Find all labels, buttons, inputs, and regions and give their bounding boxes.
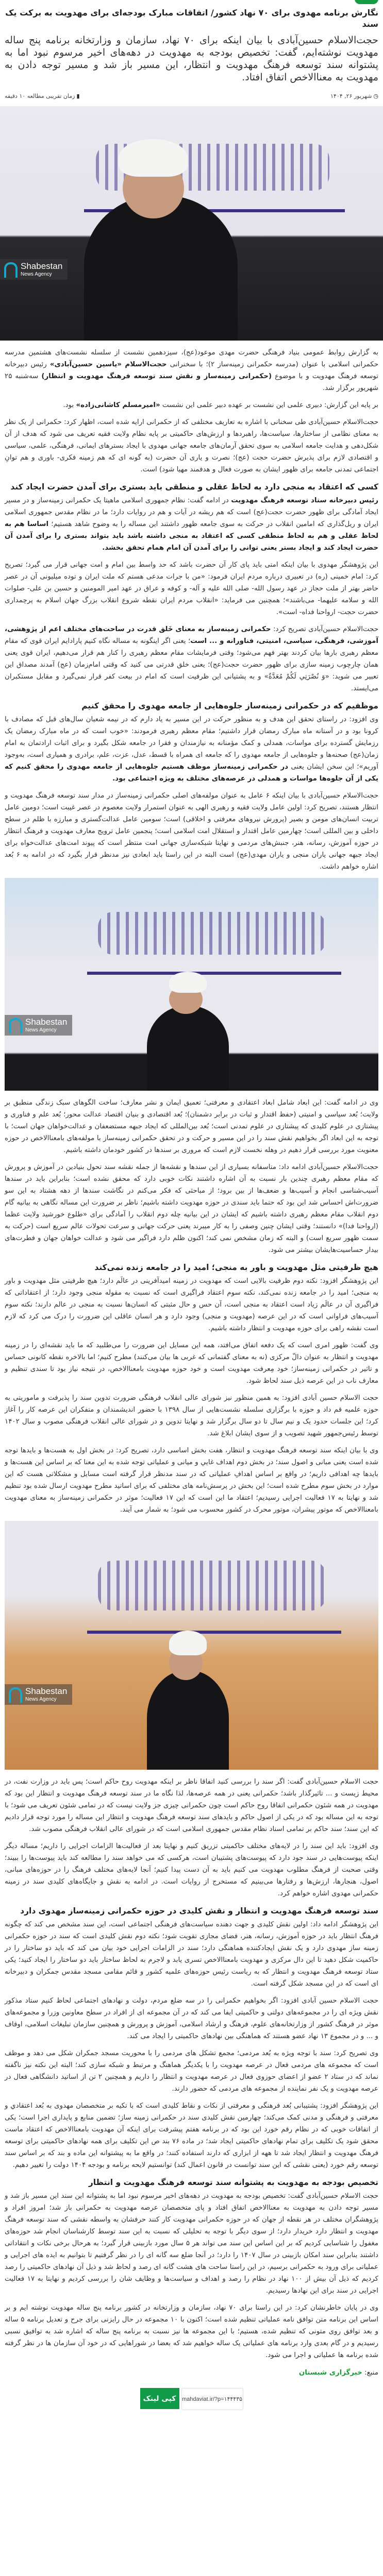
- text: رئیس دبیرخانه توسعه فرهنگ مهدویت و با موضوع: [5, 361, 378, 380]
- paragraph: [5, 2302, 378, 2361]
- section-heading: کسی که اعتقاد به منجی دارد به لحاظ عقلی و منطقی باید بستری برای آمدن حضرت ایجاد کند: [10, 482, 378, 492]
- hero-image: [0, 106, 383, 341]
- shabestan-logo-icon: [9, 1018, 22, 1033]
- bold-text: حجت‌الاسلام «یاسین حسین‌آبادی»: [49, 361, 167, 368]
- shabestan-logo-icon: [9, 1687, 22, 1703]
- text: وی گفت: ظهور امری است که یک دفعه اتفاق می‌افتد، همه این مسایل این ضرورت را می‌طلبید که ما باید نقشه‌ای را در زمینه مهدویت و انتظار به عنوان دالّ مرکزی (نه به معنای گفتمانی که غربی ها بیان می‌کنند) مطرح کنیم؛ اما بالاخره نقطه کانونی حساس و تاثیر در حکمرانی زمینه‌ساز؛ خود مِعرفت مهدویت است و خود حوزه مهدویت بامعناالاخص، در نتیجه نیاز بود تا سندی تنظیم و معارف ناب در این عرصه ذیل سند لحاظ شود.: [5, 1342, 378, 1385]
- section-heading: تخصیص بودجه به مهدویت به پشتوانه سند توسعه فرهنگ مهدویت و انتظار: [88, 2178, 378, 2187]
- paragraph: [5, 790, 378, 873]
- shabestan-logo-icon: [4, 262, 18, 278]
- text: حجت‌الاسلام حسین‌آبادی ادامه داد: متاسفانه بسیاری از این سندها و نقشه‌ها از جمله نقشه سند تحول بنیادین در آموزش و پرورش که مقام معظم رهبری چندین بار نسبت به آن اشاره داشتند نکات خوبی دارد که محقق نشده است؛ بنابراین باید در سندها آسیب‌شناسی انجام و آسیب‌ها و ضعف‌ها از بین برود؛ از مباحثی که فکر می‌کنم در نگاشت سندها از دهه هشتاد به این سو ضرورت‌اش احساس شد این بود که حتما باید سندی در حوزه مهدویت داشته باشیم؛ ناظر بر ضرورت این مساله نگاهی به بیانیه گام دوم انقلاب مقام معظم رهبری داشته باشیم که ایشان در این بیانیه چله دوم انقلاب را آمادگی برای «طلوع خورشید ولایت عظما (ارواحنا فدا)» دانستند؛ وقتی ایشان چنین وصفی را به کار میبرند یعنی حرکت جهانی و سرعت تحولات عالم سریع است (حرکت به سمت ظهور سریع است) و البته که زمان مشخص نمی کند؛ اکنون ظلم دارد فراگیر می شود و عدالت خواهان جهان و فطرت‌های بیدار حساسیت‌هایشان بیشتر می شود.: [5, 1163, 378, 1254]
- text: وی افزود: در راستای تحقق این هدف و به منظور حرکت در این مسیر به یاد دارم که در نیمه شعبان سال‌های قبل که مصادف با کرونا بود و در آستانه ماه مبارک رمضان قرار داشتیم؛ مقام معظم رهبری فرمودند: «خوب است که در ماه مبارک رمضان یک رزمایش گسترده برای مواسات، همدلی و کمک مؤمنانه به نیازمندان و فقرا در جامعه شکل بگیرد و برای اثبات ارادتمان به امام زمان(عج) صحنه‌ها و جلوه‌هایی از جامعه مهدوی را که جامعه ای همراه با قسط، عدل، عزت، علم، برادری و همیاری است، به‌وجود آوریم»؛ این سخن ایشان یعنی: [5, 716, 378, 771]
- paragraph: [5, 1445, 378, 1516]
- bookmark-icon: ▮: [76, 92, 80, 99]
- paragraph: [5, 1097, 378, 1156]
- bold-text: (حکمرانی زمینه‌ساز و نقش سند توسعه فرهنگ مهدویت و انتظار): [41, 372, 272, 380]
- text: وی در ادامه گفت: این ابعاد شامل ابعاد اعتقادی و معرفتی؛ تعمیق ایمان و نشر معارف؛ ساخت الگوهای سبک زندگی منطبق بر ولایت؛ بُعد سیاسی و امنیتی (حفظ اقتدار و ثبات در برابر دشمنان)؛ بُعد اقتصادی و بنیان اقتصاد عدالت محور؛ بُعد علم و فناوری و پیشتازی در علوم کلیدی که پیشتازی در علوم تمدنی است؛ بُعد بین‌المللی که ایجاد جبهه مستضعفان و عدالت‌خواهان جهان است؛ با توجه به این ابعاد اگر بخواهیم نقش سند را در این مسیر و حرکت و در تحقق حکمرانی زمینه‌ساز با مولفه‌های بامعناالاخص در حوزه معنویت مورد بررسی قرار دهیم در وهله نخست لازم است که مروری بر سندها در کشور خودمان داشته باشیم.: [5, 1099, 378, 1154]
- article-photo: [0, 106, 383, 341]
- section-heading: هیچ ظرفیتی مثل مهدویت و باور به منجی؛ امید را در جامعه زنده نمی‌کند: [94, 1263, 378, 1272]
- speaker-turban: [169, 1631, 207, 1655]
- article-title: نگارش برنامه مهدوی برای ۷۰ نهاد کشور/ اتفاقات مبارک بودجه‌ای برای مهدویت به برکت یک سند: [5, 8, 378, 29]
- article-image: [5, 1521, 378, 1770]
- speaker-turban: [169, 972, 207, 993]
- article-lead: حجت‌الاسلام حسین‌آبادی با بیان اینکه برای ۷۰ نهاد، سازمان و وزارتخانه برنامه پنج ساله مهدویت نوشته‌ایم، گفت: تخصیص بودجه به مهدویت در دهه‌های اخیر مرسوم نبود اما به پشتوانه سند توسعه فرهنگ مهدویت و انتظار، این مسیر باز شد و مسیر توجه دادن به مهدویت به معناالاخص اتفاق افتاد.: [5, 35, 378, 83]
- text: حجت‌الاسلام حسین‌آبادی طی سخنانی با اشاره به تعاریف مختلفی که از حکمرانی ارایه شده است، اظهار کرد: حکمرانی از یک نظر به معنای نظامی از ساختارها، سیاست‌ها، راهبردها و ارزش‌های حاکمیتی بر پایه نظام ولایت فقیه تعریف می شود که هدف از آن شکل‌دهی و هدایت جامعه اسلامی به سوی تحقق آرمان‌های جامعه جهانی مهدوی با ایجاد بسترهای ایمانی، فرهنگی، علمی، سیاسی و اقتصادی لازم برای پذیرش حضرت حجت (عج)؛ نصرت و یاری آن حضرت (به گونه ای که هم زمینه فکری- باوری و هم توانِ اجتماعی تمدنی جامعه برای ظهور ایشان به صورت فعال و هدفمند مهیا شود) است.: [5, 418, 378, 473]
- text: حجت‌الاسلام حسین‌آبادی با بیان اینکه ۶ عامل به عنوان مولفه‌های اصلی حکمرانی زمینه‌ساز در مدار سند توسعه فرهنگ مهدویت و انتظار هستند، تصریح کرد: اولین عامل ولایت فقیه و رهبری الهی به عنوان استمرار ولایت معصوم در عصر غیبت است؛ دومین عامل تربیت انسان‌های مومن و بصیر (پرورش نیروهای معرفتی و اخلاقی) است؛ سومین عامل عدالت‌گستری و مبارزه با ظلم در سطح داخلی و بین المللی است؛ چهارمین عامل اقتدار و استقلال امت اسلامی است؛ پنجمین عامل ترویج معارف مهدویت و فرهنگ انتظار در حوزه آموزش، رسانه، هنر، جنبش‌های مردمی و نهایتا شبکه‌سازی جهانی امت منتظر است که پیوند امت‌های عدالت‌خواه برای ایجاد جبهه جهانی یاران منجی و یاران مهدی(عج) است البته در این راستا باید ابعادی نیز مدنظر قرار بگیرد که در ادامه به ۶ بُعد اشاره خواهم داشت.: [5, 792, 378, 871]
- publish-date: [330, 93, 378, 99]
- shabestan-watermark: Shabestan News Agency: [0, 259, 68, 280]
- text: بود.: [63, 401, 76, 409]
- paragraph: [5, 1919, 378, 1990]
- reading-time-text: زمان تقریبی مطالعه ۱۰ دقیقه: [5, 92, 75, 99]
- paragraph: [5, 1840, 378, 1900]
- paragraph: [5, 1161, 378, 1256]
- text: وی تصریح کرد: سند با توجه ویژه به بُعد مردمی؛ مجمع تشکل های مردمی را با محوریت مسجد جمکران شکل می دهد و موظف است که مجموعه های مردمی فعال در عرصه مهدویت را با یکدیگر هماهنگ و مرتبط و شبکه سازی کند؛ البته این نکته نیز ناگفته نماند که در ستاد ۲ عضو از اعضای حوزوی فعال در عرصه مهدویت و انتظار را داریم و همچنین ۲ تن از اساتید دانشگاهی فعال در عرصه مهدویت و یک نفر نماینده از مجموعه های مردمی که حضور دارند.: [5, 2049, 378, 2093]
- bold-text: اساسا هم به لحاظ عقلی و هم به لحاظ منطقی کسی که اعتقاد به منجی داشته باشد باید بتواند بستری را برای آمدن آن حضرت ایجاد کند و ایجاد بستر یعنی توانی را برای آمدن آن امام همام تحقق بخشد.: [5, 520, 378, 552]
- paragraph: [5, 2100, 378, 2171]
- section-heading: سند توسعه فرهنگ مهدویت و انتظار و نقش کلیدی در حوزه حکمرانی زمینه‌ساز مهدوی دارد: [20, 1906, 378, 1916]
- category-badge[interactable]: [355, 0, 378, 4]
- speaker-turban: [119, 139, 188, 177]
- text: این پژوهشگر افزود: پشتیبانی بُعد فرهنگی و معرفتی از نکات و نقاط کلیدی است که با تکیه بر متخصصان مهدوی به بُعد اعتقادي و معرفتی و فرهنگی و مدنی کمک می‌کند؛ چهارمین نقش کلیدی سند در حکمرانی زمینه ساز؛ تضمین منابع و پایداری اجرا است؛ یکی از اتفاقات خوبی که در نظام رقم خورد این بود که در برنامه هفتم پیشرفت برای اینکه آن مهدویت بامعناالاخص که اعتقاد ماست محقق شود یک تکلیف برای تمام نهادهای حاکمیتی ایجاد شد؛ در ماده ۷۶ بند ص این تکلیف برای همه نهادهای حاکمیتی برای توسعه فرهنگ مهدویت و انتظار ایجاد شد تا ههه از ابزاری که دارند استفاده کنند؛ در واقع ما به پیشتوانه این ماده و بند که بر اساس سند توسعه رقم خورد (یعنی نقشی که این سند توانست در قانون اعمال کند) توانستیم لایحه برنامه و بودجه ۱۴۰۴ دولت را تغییر دهیم.: [5, 2102, 378, 2169]
- article-image: [5, 878, 378, 1091]
- source-line: [5, 2367, 378, 2379]
- bold-text: «امیرمسلم کاشانی‌زاده»: [76, 401, 160, 409]
- paragraph: [5, 2047, 378, 2095]
- paragraph: [5, 347, 378, 394]
- text: بر پایه این گزارش: دبیری علمی این نشست بر عهده دبیر علمی این نشست: [160, 401, 378, 409]
- article-body: [5, 347, 378, 2361]
- text: حجت الاسلام حسین‌آبادی گفت: تخصیص بودجه به مهدویت در دهه‌های اخیر مرسوم نبود اما به پشتوانه این سند این مسیر باز شد و مسیر توجه دادن به مهدویت به معناالاخص اتفاق افتاد و پای متخصصان عرصه مهدویت به حکمرانی باز شد؛ امروز افراد و پژوهشگران مختلف در هر نقطه از جهان که در حوزه حکمرانی مهدویت کار کنند حرفشان به واسطه نقشی که سند توسعه فرهنگ مهدویت و انتظار دارد خریدار دارد؛ از سوی دیگر با توجه به تحلیلی که نسبت به این سند توسط کارشناسان انجام شد حوزه‌های مغفول را شناسایی کردیم که بر این اساس این سند می تواند هر ۵ سال مورد بازبینی قرار گیرد؛ به هرحال برخی نکات و انتقاداتی داشتند بنابراین سند امکان بازبینی در سال ۱۴۰۷ را دارد؛ در آنجا ضلع سه گانه ای را در نظر گرفتیم تا بتوانیم به ایده های اجرایی و عملیاتی برای ورود به حکمرانی برسیم، در این راستا ساحت های هشت گانه ای رصد و لحاظ شد و ذیل آن نهادهای حاکمیتی را رصد کردیم که ذیل آن بیش از ۱۰۰ نهاد در نظام را رصد و اهداف و سیاست‌ها و وظایف شان را بررسی کردیم و نهایتا به ۱۷ فعالیت اجرایی در سند برای این نهادها رسیدیم.: [5, 2192, 379, 2295]
- text: وی افزود: باید این سند را در لایه‌های مختلف حاکمیتی تزریق کنیم و نهایتا بعد از فعالیت‌ها الزامات اجرایی را داریم؛ مساله دیگر اینکه پیوست‌هایی در سند جود دارد که پیوست‌های پشتیبان است، هرکسی که می خواهد سند را مطالعه کند باید پیوست‌ها را ببیند؛ وقتی صحبت از فرهنگ مطلوب مهدویت می کنیم باید به آن دست پیدا کنیم؛ آنجا لایه‌های مختلف فرهنگ را در حوزه‌های مبانی، اصول، هنجارها، ارزش‌ها و رفتارها می‌بینیم که مستخرج از روایات است. در ادامه به نقش و جایگاه‌های کلیدی سند در زمینه حکمرانی مهدوی اشاره خواهم کرد.: [5, 1842, 378, 1897]
- article-photo: [5, 1521, 378, 1770]
- section-heading: موظفیم که در حکمرانی زمینه‌ساز جلوه‌هایی از جامعه مهدوی را محقق کنیم: [81, 701, 378, 710]
- paragraph: [5, 416, 378, 476]
- bold-text: در حکمرانی زمینه‌ساز موظف هستیم جلوه‌هایی از جامعه مهدوی را محقق کنیم که یکی از آن جلوه‌ها مواسات و همدلی در عرصه‌های مختلف به ویژه اجتماعی بود.: [5, 763, 378, 783]
- paragraph: [5, 399, 378, 411]
- paragraph: [5, 559, 378, 618]
- text: وی در پایان خاطرنشان کرد: در این راستا برای ۷۰ نهاد، سازمان و وزارتخانه در کشور برنامه پنج ساله مهدویت نوشته ایم و بر اساس این برنامه متن توافق نامه عملیاتی تنظیم شده است؛ اکنون با ۱۰ مجموعه در حال رایزنی برای جرح و تعدیل برنامه ۵ ساله و بعد توافق روی متونی که تنظیم شده، هستیم؛ با این مجموعه ها نیز نسبت به برنامه پنج ساله که اشاره شد به توافیق نسبی رسیدیم و در گام بعدی وارد برنامه های عملیاتی یک ساله خواهیم شد که بعضا در شوراهایی که در خود آن سازمان ها در نظر گرفته شده برنامه ها عملیاتی و اجرا می شود.: [5, 2304, 378, 2359]
- paragraph: [5, 495, 378, 554]
- reading-time: [5, 93, 80, 99]
- banner-calligraphy: [98, 1561, 326, 1611]
- paragraph: [5, 714, 378, 785]
- paragraph: [5, 2190, 378, 2297]
- paragraph: [5, 1392, 378, 1439]
- clock-icon: ◷: [373, 92, 378, 99]
- paragraph: [5, 1776, 378, 1835]
- paragraph: [5, 1340, 378, 1387]
- paragraph: [5, 623, 378, 694]
- publish-date-text: شهریور ۲۶, ۱۴۰۴: [330, 92, 372, 99]
- text: حجت الاسلام حسین‌آبادی گفت: اگر سند را بررسی کنید اتفاقا ناظر بر اینکه مهدویت روح حاکم است؛ پس باید در وزارت نفت، در محیط زیست و ... تاثیرگذار باشد؛ حکمرانی یعنی در همه عرصه‌ها، لذا نگاه ما در سند توسعه فرهنگ مهدویت و انتظار این بود که مهدویت در همه شئون حکمرانی اتفاقا روح حاکم است چون حکمرانی چیزی جز ولایت نیست که در تمامی شئون تعریف می شود؛ با توجه به این مساله بود که در یکی از اصول حاکم و بایدهای سند توسعه فرهنگ مهدویت و انتظار این مساله را مورد توجه قرار دادیم که این سند؛ سند حاکم بر تمامی اسناد نظام مقدس جمهوری اسلامی است که در شورای عالی انقلاب فرهنگی مصوب شد.: [5, 1778, 378, 1833]
- short-url-field[interactable]: mahdaviat.ir/?p=۱۴۴۴۳۵: [181, 2388, 243, 2410]
- banner-calligraphy: [98, 912, 326, 955]
- bold-text: رئیس دبیرخانه ستاد توسعه فرهنگ مهدویت: [231, 497, 378, 504]
- copy-link-button[interactable]: کپی لینک: [140, 2388, 179, 2409]
- text: به گزارش روابط عمومی بنیاد فرهنگی حضرت مهدی موعود(عج)، سیزدهمین نشست از سلسله نشست‌های هشتمین مدرسه حکمرانی اسلامی با عنوان (مدرسه حکمرانی زمینه‌ساز ۲)؛ با سخنرانی: [5, 349, 378, 368]
- bold-text: حکمرانی زمینه‌ساز به معنای خَلق قدرت در ساحت‌های مختلف اعم از پژوهشی، آموزشی، فرهنگی، سیاسی، امنیتی، فناورانه و ... است: [5, 625, 378, 645]
- source-label: منبع:: [364, 2369, 378, 2377]
- text: سه‌شنبه ۲۵ شهریور برگزار شد.: [5, 372, 378, 392]
- text: در ادامه گفت: نظام جمهوری اسلامی ماهیتا یک حکمرانی زمینه‌ساز و در مسیر ایجاد آمادگی برای ظهور حضرت حجت(عج) است که هم ریشه در آیات و هم در روایات دارد؛ ما در نظام مقدس جمهوری اسلامی ایران و ریل‌گذاری که امامین انقلاب در حرکت به سوی جامعه ظهور داشتند این مساله را به وضوح شاهد هستیم؛: [5, 497, 378, 528]
- speaker-figure: [147, 1670, 229, 1770]
- text: حجت الاسلام حسین آبادی افزود: اگر بخواهیم حکمرانی را در سه ضلع مردم، دولت و نهادهای اجتماعی لحاظ کنیم ستاد مذکور نقش ویژه ای را در مجموعه‌های دولتی و حاکمیتی ایفا می کند که در آن مجموعه ای از افراد در سطح معاونین وزرا و مجموعه‌های موثر در فرهنگ کشور از وزارتخانه‌های علوم، فرهنگ و ارشاد اسلامی، آموزش و پرورش و همچنین سازمان تبلیغات اسلامی، اوقاف و ... و در مجموع ۱۳ نهاد عضو هستند که هماهنگی بین نهادهای حاکمیتی را ایجاد می کند.: [5, 1997, 378, 2040]
- text: این پژوهشگر ادامه داد: اولین نقش کلیدی و جهت دهنده سیاست‌های فرهنگی اجتماعی است، این سند مشخص می کند که چگونه فرهنگ انتظار باید در حوزه آموزش، رسانه، هنر، فضای مجازی تقویت شود؛ نکته دوم نقش کلیدی است که سند در حوزه حکمرانی زمینه ساز مهدوی دارد و یک نقش ایجادکننده هماهنگی دارد؛ سند در الزامات اجرایی خود بیان می کند که باید دو ساختار را در حاکمیت شکل دهید تا این دال مرکزی و مهدویت بامعناالاخص تسری یابد و لاجرم به لحاظ ساختار باید دو ساختار را ایجاد کنید؛ یکی ستاد توسعه فرهنگ مهدویت و انتظار که به ریاست رئیس حوزه‌های علمیه کشور و قائم مقامی مسجد مقدس جمکران و دبیرخانه ای است که در این مسجد شکل گرفته است.: [5, 1921, 378, 1988]
- speaker-figure: [147, 1006, 229, 1091]
- text: این پژوهشگر افزود: نکته دوم ظرفیت بالایی است که مهدویت در زمینه امیدآفرینی در عالَم دارد؛ هیچ ظرفیتی مثل مهدویت و باور به منجی؛ امید را در جامعه زنده نمی‌کند، نکته سوم اعتقاد فراگیری است که نسبت به مقوله منجی وجود دارد؛ از اعتقاداتی که فراگیری آن در عالَم زیاد است اعتقاد به منجی است، آن حس و حال مثبتی که انسان‌ها نسبت به منجی در عالم دارند؛ نکته سوم آسیب‌های فراوانی است که در این عرصه (مهدویت و منجی) وجود دارد و هر انسان عاقلی این ضرورت را درک می کرد که لازم است نقشه راهی برای حوزه مهدویت و انتظار داشته باشیم.: [5, 1277, 378, 1332]
- article-meta: [5, 91, 378, 101]
- article-photo: [5, 878, 378, 1091]
- paragraph: [5, 1995, 378, 2042]
- shabestan-watermark: Shabestan News Agency: [5, 1015, 72, 1036]
- source-link[interactable]: خبرگزاری شبستان: [298, 2369, 362, 2377]
- share-link: [5, 2388, 378, 2410]
- text: ؛ یعنی اگر اینگونه به مساله نگاه کنیم پارادایم ایران قوی که مقام معظم رهبری بارها بیان کردند بهتر فهم می‌شود؛ وقتی فرمایشات مقام معظم رهبری را کنار هم قرار می‌دهیم، ایران قوی یعنی همان چارچوب زمینه سازی برای ظهور حضرت حجت(عج)؛ یعنی خلق قدرتی می کنید که وقتی امام‌زمان (عج) آمدند مصداق این تعبیر می شوید: «وَ نُصْرَتِي لَكُمْ مُعَدَّةٌ» و به پشتیانی این ظرفیت است که امام در بیعت کفر قرار نمی‌گیرد و مقابل مستکبران می‌ایستد.: [5, 637, 378, 692]
- paragraph: [5, 1275, 378, 1334]
- text: وی با بیان اینکه سند توسعه فرهنگ مهدویت و انتظار، هفت بخش اساسی دارد، تصریح کرد: در بخش اول به هست‌ها و بایدها توجه شده است یعنی مبانی و اصول سند؛ در بخش دوم اهداف غایي و میانی و عملیاتی توجه شده به این معنا که بر اساس این هست‌ها و بایدها چه اهدافی داریم؛ در واقع بر اساس اهدافِ عملیاتی که در سند مدنظر قرار گرفته است مسایل و مشکلاتی هست که این موارد در بخش سوم مطرح شده است؛ این بخش در پرسش‌نامه های مختلفی که برای اساتید مطرح مهدویت ارسال شده بود تنظیم شد و نهایتا به ۱۷ فعالیت اجرایی رسیدیم؛ اعتقاد ما این است که این ۱۷ فعالیت؛ موثر در حکمرانی زمینه‌ساز به معنای مهدویت بامعناالاخص که موتور پیشران، موتور محرک در کشور محسوب می شود؛ به شمار می آیند.: [5, 1447, 378, 1514]
- text: این پژوهشگر مهدوی با بیان اینکه امتی باید پای کار آن حضرت باشد که حد واسط بین امام و امت جهانی قرار می گیرد؛ تصریح کرد: امام خمینی (ره) در تعبیری درباره مردم ایران فرمود: «من با جرات مدعی هستم که ملت ایران و توده میلیونی آن در عصر حاضر بهتر از ملت حجاز در عهد رسول الله- صلی الله علیه و آله- و کوفه و عراق در عهد امیر المومنین و حسین بن علی- صلوات الله و سلامه علیهما- می‌باشند»؛ همچنین می فرماید: «انقلاب مردم ایران نقطه شروع انقلاب بزرگ جهان اسلام به پرچمداری حضرت حجت- ارواحنا فداه- است».: [5, 561, 378, 616]
- text: حجت‌الاسلام حسین‌آبادی تصریح کرد:: [271, 625, 378, 633]
- text: حجت الاسلام حسین آبادی افزود: به همین منظور نیز شورای عالی انقلاب فرهنگی ضرورت تدوین سند را پذیرفت و ماموریتی به حوزه علمیه قم داد و حوزه با برگزاری سلسله نشست‌هایی از سال ۱۳۹۸ با حضور اندیشمندان و متفکران این عرصه کار را آغاز کرد؛ این جلسات حدود یک و نیم سال تا دو سال برگزار شد و نهایتا تدوین و در شورای عالی انقلاب فرهنگی مصوب و سال ۱۴۰۲ توسط رئیس‌جمهور شهید تصویب و از سوی ایشان ابلاغ شد.: [5, 1394, 378, 1437]
- shabestan-watermark: Shabestan News Agency: [5, 1684, 72, 1705]
